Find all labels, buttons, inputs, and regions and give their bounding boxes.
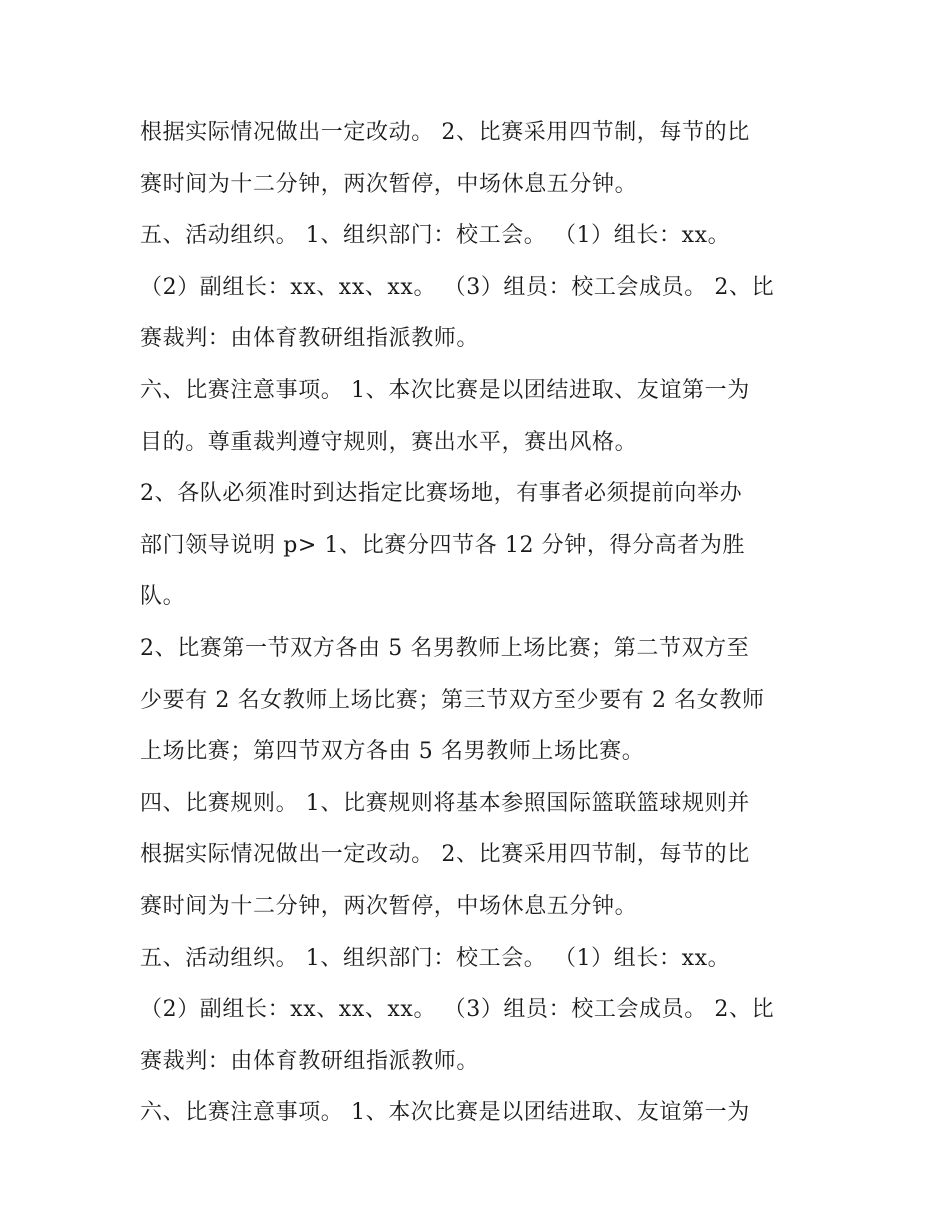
text-line: 五、活动组织。 1、组织部门：校工会。 （1）组长：xx。 [140,223,731,249]
text-line: 2、比赛第一节双方各由 5 名男教师上场比赛；第二节双方至 [140,635,750,661]
text-line: 赛时间为十二分钟，两次暂停，中场休息五分钟。 [140,171,638,197]
text-line: 根据实际情况做出一定改动。 2、比赛采用四节制，每节的比 [140,842,750,868]
text-line: 队。 [140,584,186,610]
text-line: 六、比赛注意事项。 1、本次比赛是以团结进取、友谊第一为 [140,377,750,403]
text-line: 五、活动组织。 1、组织部门：校工会。 （1）组长：xx。 [140,945,731,971]
text-line: 四、比赛规则。 1、比赛规则将基本参照国际篮联篮球规则并 [140,790,750,816]
text-line: 赛时间为十二分钟，两次暂停，中场休息五分钟。 [140,893,638,919]
text-line: 少要有 2 名女教师上场比赛；第三节双方至少要有 2 名女教师 [140,687,765,713]
text-line: （2）副组长：xx、xx、xx。 （3）组员：校工会成员。 2、比 [140,274,775,300]
document-body [140,107,820,1139]
text-line: 赛裁判：由体育教研组指派教师。 [140,326,480,352]
text-line: （2）副组长：xx、xx、xx。 （3）组员：校工会成员。 2、比 [140,997,775,1023]
text-line: 六、比赛注意事项。 1、本次比赛是以团结进取、友谊第一为 [140,1100,750,1126]
text-line: 赛裁判：由体育教研组指派教师。 [140,1048,480,1074]
text-line: 部门领导说明 p> 1、比赛分四节各 12 分钟，得分高者为胜 [140,532,746,558]
text-line: 根据实际情况做出一定改动。 2、比赛采用四节制，每节的比 [140,120,750,145]
text-line: 目的。尊重裁判遵守规则，赛出水平，赛出风格。 [140,429,638,455]
text-line: 2、各队必须准时到达指定比赛场地，有事者必须提前向举办 [140,481,743,507]
text-line: 上场比赛；第四节双方各由 5 名男教师上场比赛。 [140,739,645,765]
